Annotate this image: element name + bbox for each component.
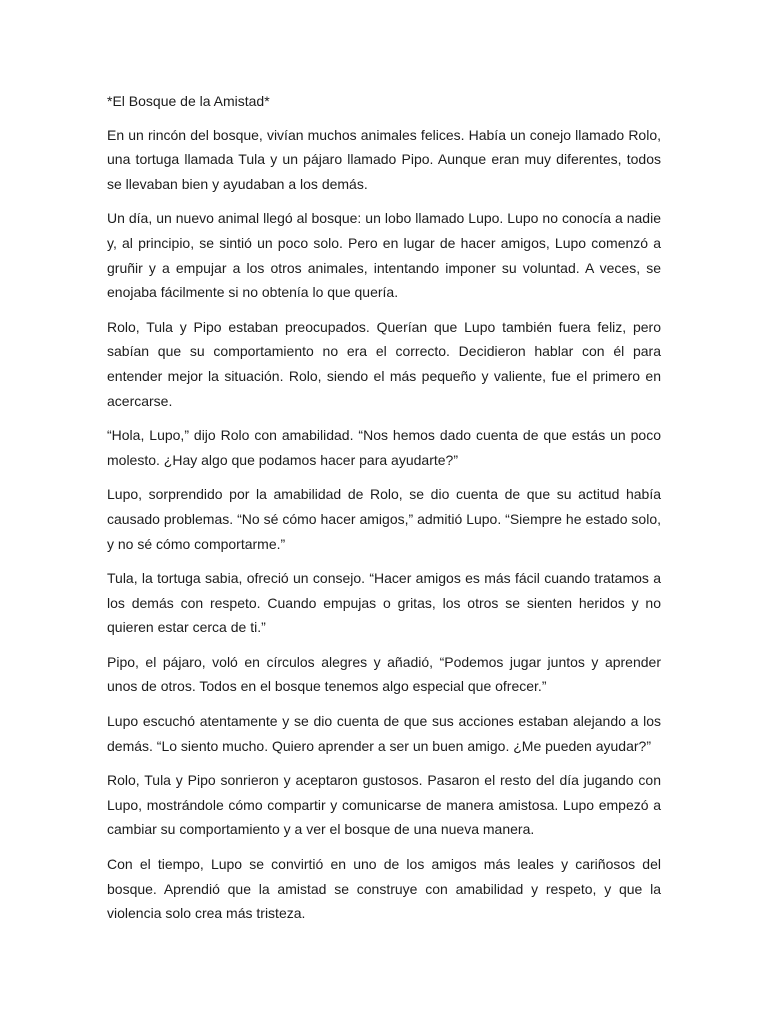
document-body — [107, 89, 661, 926]
paragraph-7: Pipo, el pájaro, voló en círculos alegres y añadió, “Podemos jugar juntos y aprender unos de otros. Todos en el bosque tenemos algo especial que ofrecer.” — [107, 653, 661, 695]
paragraph-4: “Hola, Lupo,” dijo Rolo con amabilidad. “Nos hemos dado cuenta de que estás un poco molesto. ¿Hay algo que podamos hacer para ayudarte?” — [107, 427, 661, 468]
paragraph-5: Lupo, sorprendido por la amabilidad de Rolo, se dio cuenta de que su actitud había causado problemas. “No sé cómo hacer amigos,” admitió Lupo. “Siempre he estado solo, y no sé cómo comportarme.” — [107, 486, 661, 552]
story-title: *El Bosque de la Amistad* — [107, 93, 270, 109]
paragraph-1: En un rincón del bosque, vivían muchos animales felices. Había un conejo llamado Rolo, una tortuga llamada Tula y un pájaro llamado Pipo. Aunque eran muy diferentes, todos se llevaban bien y ayudaban a los demás. — [107, 126, 661, 192]
paragraph-10: Con el tiempo, Lupo se convirtió en uno de los amigos más leales y cariñosos del bosque. Aprendió que la amistad se construye con amabilidad y respeto, y que la violencia solo crea más tristeza. — [107, 856, 661, 922]
paragraph-3: Rolo, Tula y Pipo estaban preocupados. Querían que Lupo también fuera feliz, pero sabían que su comportamiento no era el correcto. Decidieron hablar con él para entender mejor la situación. Rolo, siendo el más pequeño y valiente, fue el primero en acercarse. — [107, 318, 661, 409]
paragraph-8: Lupo escuchó atentamente y se dio cuenta de que sus acciones estaban alejando a los demás. “Lo siento mucho. Quiero aprender a ser un buen amigo. ¿Me pueden ayudar?” — [107, 713, 661, 754]
paragraph-2: Un día, un nuevo animal llegó al bosque: un lobo llamado Lupo. Lupo no conocía a nadie y, al principio, se sintió un poco solo. Pero en lugar de hacer amigos, Lupo comenzó a gruñir y a empujar a los otros animales, intentando imponer su voluntad. A veces, se enojaba fácilmente si no obtenía lo que quería. — [107, 210, 661, 301]
paragraph-9: Rolo, Tula y Pipo sonrieron y aceptaron gustosos. Pasaron el resto del día jugando con Lupo, mostrándole cómo compartir y comunicarse de manera amistosa. Lupo empezó a cambiar su comportamiento y a ver el bosque de una nueva manera. — [107, 772, 661, 838]
paragraph-6: Tula, la tortuga sabia, ofreció un consejo. “Hacer amigos es más fácil cuando tratamos a los demás con respeto. Cuando empujas o gritas, los otros se sienten heridos y no quieren estar cerca de ti.” — [107, 570, 661, 636]
